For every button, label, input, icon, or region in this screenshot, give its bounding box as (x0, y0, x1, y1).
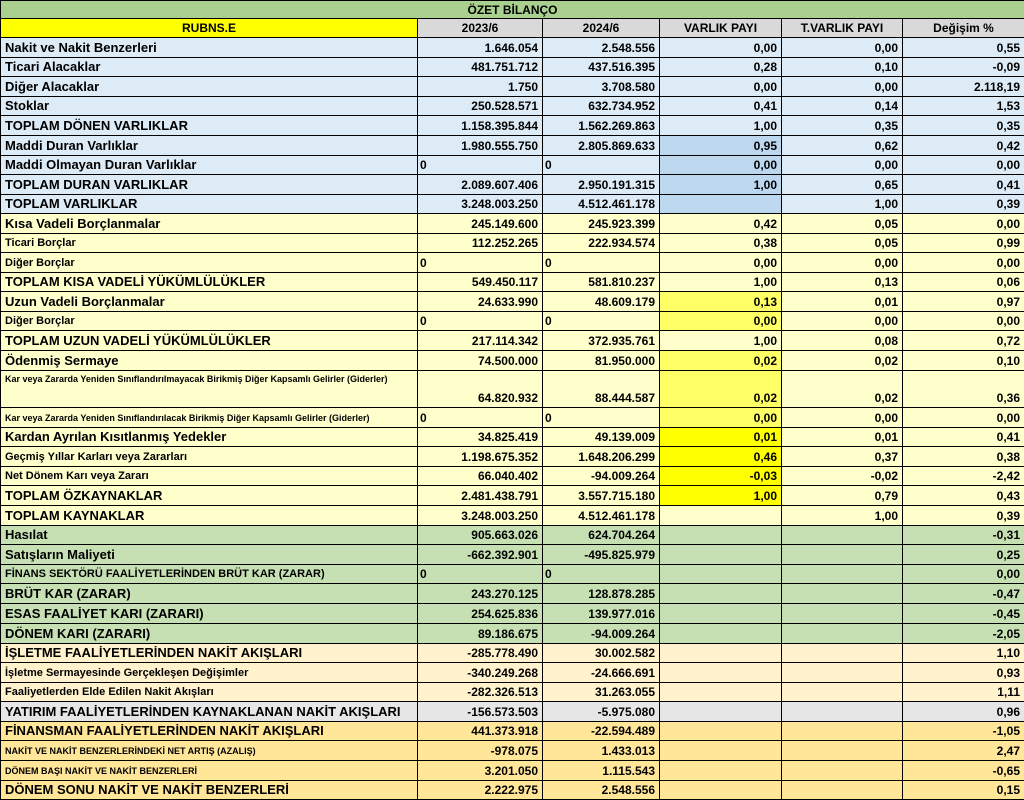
degisim-cell: 0,41 (903, 175, 1024, 195)
degisim-cell: 0,00 (903, 156, 1024, 175)
value-2023: 1.646.054 (418, 38, 543, 58)
value-2024: 222.934.574 (543, 234, 660, 253)
row-label: TOPLAM ÖZKAYNAKLAR (1, 486, 418, 506)
t-varlik-payi-cell: 0,00 (782, 77, 903, 97)
sheet-title: ÖZET BİLANÇO (1, 1, 1024, 19)
value-2023: -662.392.901 (418, 545, 543, 565)
value-2024: 3.708.580 (543, 77, 660, 97)
degisim-cell: 0,00 (903, 312, 1024, 331)
varlik-payi-cell: 0,38 (660, 234, 782, 253)
varlik-payi-cell (660, 195, 782, 214)
varlik-payi-cell: 0,00 (660, 408, 782, 428)
table-row (1, 312, 1024, 331)
t-varlik-payi-cell: 0,13 (782, 273, 903, 292)
table-row (1, 624, 1024, 644)
varlik-payi-cell (660, 741, 782, 761)
value-2023: 250.528.571 (418, 97, 543, 116)
varlik-payi-cell: 1,00 (660, 273, 782, 292)
row-label: İŞLETME FAALİYETLERİNDEN NAKİT AKIŞLARI (1, 644, 418, 663)
t-varlik-payi-cell (782, 604, 903, 624)
t-varlik-payi-cell: 0,37 (782, 447, 903, 467)
table-row (1, 136, 1024, 156)
varlik-payi-cell: 0,95 (660, 136, 782, 156)
value-2024: -94.009.264 (543, 624, 660, 644)
varlik-payi-cell (660, 565, 782, 584)
table-row (1, 722, 1024, 741)
row-label: DÖNEM SONU NAKİT VE NAKİT BENZERLERİ (1, 781, 418, 800)
row-label: Diğer Alacaklar (1, 77, 418, 97)
value-2024: 88.444.587 (543, 371, 660, 408)
degisim-cell: -0,31 (903, 526, 1024, 545)
value-2023: 481.751.712 (418, 58, 543, 77)
value-2023: 3.248.003.250 (418, 195, 543, 214)
degisim-cell: 2,47 (903, 741, 1024, 761)
value-2023: 217.114.342 (418, 331, 543, 351)
t-varlik-payi-cell: 0,35 (782, 116, 903, 136)
value-2023: -340.249.268 (418, 663, 543, 683)
row-label: Faaliyetlerden Elde Edilen Nakit Akışları (1, 683, 418, 702)
table-row (1, 584, 1024, 604)
varlik-payi-cell (660, 644, 782, 663)
varlik-payi-cell (660, 761, 782, 781)
value-2024: 2.950.191.315 (543, 175, 660, 195)
value-2023: 64.820.932 (418, 371, 543, 408)
varlik-payi-cell (660, 526, 782, 545)
degisim-cell: 0,15 (903, 781, 1024, 800)
t-varlik-payi-cell: 0,00 (782, 156, 903, 175)
table-row (1, 506, 1024, 526)
t-varlik-payi-cell (782, 722, 903, 741)
value-2024: 1.433.013 (543, 741, 660, 761)
varlik-payi-cell: 1,00 (660, 175, 782, 195)
value-2023: 441.373.918 (418, 722, 543, 741)
varlik-payi-cell: 0,41 (660, 97, 782, 116)
value-2023: 3.201.050 (418, 761, 543, 781)
t-varlik-payi-cell: 0,14 (782, 97, 903, 116)
varlik-payi-header: VARLIK PAYI (660, 19, 782, 38)
t-varlik-payi-cell: 0,00 (782, 253, 903, 273)
value-2024: 0 (543, 253, 660, 273)
value-2024: 0 (543, 565, 660, 584)
value-2023: 34.825.419 (418, 428, 543, 447)
value-2023: -285.778.490 (418, 644, 543, 663)
row-label: FİNANSMAN FAALİYETLERİNDEN NAKİT AKIŞLARI (1, 722, 418, 741)
table-row (1, 234, 1024, 253)
value-2024: -495.825.979 (543, 545, 660, 565)
degisim-header: Değişim % (903, 19, 1024, 38)
value-2024: -22.594.489 (543, 722, 660, 741)
varlik-payi-cell (660, 702, 782, 722)
value-2024: -24.666.691 (543, 663, 660, 683)
table-row (1, 526, 1024, 545)
t-varlik-payi-cell: 0,00 (782, 408, 903, 428)
value-2023: 66.040.402 (418, 467, 543, 486)
table-row (1, 38, 1024, 58)
header-row (1, 19, 1024, 38)
table-row (1, 195, 1024, 214)
value-2024: 4.512.461.178 (543, 195, 660, 214)
degisim-cell: 0,93 (903, 663, 1024, 683)
row-label: Satışların Maliyeti (1, 545, 418, 565)
table-row (1, 97, 1024, 116)
row-label: NAKİT VE NAKİT BENZERLERİNDEKİ NET ARTIŞ (AZALIŞ) (1, 741, 418, 761)
value-2023: 549.450.117 (418, 273, 543, 292)
varlik-payi-cell: 0,00 (660, 312, 782, 331)
degisim-cell: -2,42 (903, 467, 1024, 486)
year-2023-header: 2023/6 (418, 19, 543, 38)
row-label: Diğer Borçlar (1, 253, 418, 273)
table-row (1, 273, 1024, 292)
table-row (1, 156, 1024, 175)
value-2024: 3.557.715.180 (543, 486, 660, 506)
value-2023: 0 (418, 312, 543, 331)
value-2023: -978.075 (418, 741, 543, 761)
value-2024: 372.935.761 (543, 331, 660, 351)
varlik-payi-cell: 1,00 (660, 116, 782, 136)
varlik-payi-cell (660, 545, 782, 565)
varlik-payi-cell (660, 722, 782, 741)
value-2023: 2.089.607.406 (418, 175, 543, 195)
degisim-cell: 0,96 (903, 702, 1024, 722)
degisim-cell: 0,99 (903, 234, 1024, 253)
value-2023: 3.248.003.250 (418, 506, 543, 526)
row-label: Kısa Vadeli Borçlanmalar (1, 214, 418, 234)
table-row (1, 428, 1024, 447)
year-2024-header: 2024/6 (543, 19, 660, 38)
t-varlik-payi-cell (782, 683, 903, 702)
value-2024: 1.562.269.863 (543, 116, 660, 136)
t-varlik-payi-cell: 1,00 (782, 195, 903, 214)
row-label: DÖNEM KARI (ZARARI) (1, 624, 418, 644)
value-2024: 1.648.206.299 (543, 447, 660, 467)
degisim-cell: 0,25 (903, 545, 1024, 565)
value-2024: 2.548.556 (543, 38, 660, 58)
degisim-cell: 0,43 (903, 486, 1024, 506)
table-row (1, 214, 1024, 234)
row-label: YATIRIM FAALİYETLERİNDEN KAYNAKLANAN NAKİT AKIŞLARI (1, 702, 418, 722)
varlik-payi-cell: 0,13 (660, 292, 782, 312)
row-label: ESAS FAALİYET KARI (ZARARI) (1, 604, 418, 624)
value-2024: 632.734.952 (543, 97, 660, 116)
row-label: Hasılat (1, 526, 418, 545)
table-row (1, 761, 1024, 781)
row-label: TOPLAM VARLIKLAR (1, 195, 418, 214)
value-2024: 1.115.543 (543, 761, 660, 781)
value-2023: 1.198.675.352 (418, 447, 543, 467)
varlik-payi-cell (660, 506, 782, 526)
degisim-cell: 0,35 (903, 116, 1024, 136)
row-label: Diğer Borçlar (1, 312, 418, 331)
t-varlik-payi-cell: 0,05 (782, 214, 903, 234)
table-row (1, 351, 1024, 371)
value-2023: 243.270.125 (418, 584, 543, 604)
table-row (1, 175, 1024, 195)
varlik-payi-cell: 0,01 (660, 428, 782, 447)
table-row (1, 77, 1024, 97)
table-row (1, 116, 1024, 136)
varlik-payi-cell (660, 624, 782, 644)
value-2024: 581.810.237 (543, 273, 660, 292)
t-varlik-payi-cell (782, 526, 903, 545)
varlik-payi-cell (660, 781, 782, 800)
value-2023: 0 (418, 156, 543, 175)
table-row (1, 644, 1024, 663)
varlik-payi-cell: 0,42 (660, 214, 782, 234)
t-varlik-payi-cell (782, 663, 903, 683)
row-label: TOPLAM KISA VADELİ YÜKÜMLÜLÜKLER (1, 273, 418, 292)
t-varlik-payi-cell: 0,00 (782, 38, 903, 58)
varlik-payi-cell: 0,00 (660, 253, 782, 273)
row-label: FİNANS SEKTÖRÜ FAALİYETLERİNDEN BRÜT KAR (ZARAR) (1, 565, 418, 584)
t-varlik-payi-cell (782, 741, 903, 761)
varlik-payi-cell: 0,28 (660, 58, 782, 77)
value-2023: 0 (418, 565, 543, 584)
table-row (1, 371, 1024, 408)
t-varlik-payi-cell (782, 565, 903, 584)
row-label: Nakit ve Nakit Benzerleri (1, 38, 418, 58)
row-label: Uzun Vadeli Borçlanmalar (1, 292, 418, 312)
degisim-cell: 0,55 (903, 38, 1024, 58)
t-varlik-payi-cell: 0,02 (782, 351, 903, 371)
value-2023: -282.326.513 (418, 683, 543, 702)
degisim-cell: 0,00 (903, 408, 1024, 428)
row-label: Geçmiş Yıllar Karları veya Zararları (1, 447, 418, 467)
row-label: İşletme Sermayesinde Gerçekleşen Değişimler (1, 663, 418, 683)
value-2024: 30.002.582 (543, 644, 660, 663)
degisim-cell: -0,47 (903, 584, 1024, 604)
table-row (1, 741, 1024, 761)
value-2023: 245.149.600 (418, 214, 543, 234)
t-varlik-payi-cell (782, 545, 903, 565)
value-2024: -94.009.264 (543, 467, 660, 486)
value-2024: 624.704.264 (543, 526, 660, 545)
value-2024: -5.975.080 (543, 702, 660, 722)
value-2024: 48.609.179 (543, 292, 660, 312)
t-varlik-payi-cell: 0,00 (782, 312, 903, 331)
degisim-cell: 0,38 (903, 447, 1024, 467)
t-varlik-payi-cell (782, 781, 903, 800)
row-label: DÖNEM BAŞI NAKİT VE NAKİT BENZERLERİ (1, 761, 418, 781)
degisim-cell: 0,00 (903, 253, 1024, 273)
t-varlik-payi-cell: 0,01 (782, 428, 903, 447)
value-2023: 1.158.395.844 (418, 116, 543, 136)
value-2023: 254.625.836 (418, 604, 543, 624)
degisim-cell: 0,72 (903, 331, 1024, 351)
t-varlik-payi-cell: 0,08 (782, 331, 903, 351)
varlik-payi-cell (660, 604, 782, 624)
varlik-payi-cell: 1,00 (660, 486, 782, 506)
degisim-cell: 1,53 (903, 97, 1024, 116)
row-label: Kardan Ayrılan Kısıtlanmış Yedekler (1, 428, 418, 447)
table-row (1, 545, 1024, 565)
value-2023: 112.252.265 (418, 234, 543, 253)
row-label: TOPLAM KAYNAKLAR (1, 506, 418, 526)
degisim-cell: 0,00 (903, 214, 1024, 234)
table-row (1, 604, 1024, 624)
degisim-cell: 0,36 (903, 371, 1024, 408)
row-label: Maddi Olmayan Duran Varlıklar (1, 156, 418, 175)
ticker-header: RUBNS.E (1, 19, 418, 38)
row-label: TOPLAM DÖNEN VARLIKLAR (1, 116, 418, 136)
value-2024: 0 (543, 312, 660, 331)
varlik-payi-cell: 0,02 (660, 351, 782, 371)
value-2023: 89.186.675 (418, 624, 543, 644)
t-varlik-payi-cell (782, 644, 903, 663)
row-label: TOPLAM UZUN VADELİ YÜKÜMLÜLÜKLER (1, 331, 418, 351)
value-2024: 0 (543, 408, 660, 428)
degisim-cell: 0,10 (903, 351, 1024, 371)
degisim-cell: 0,06 (903, 273, 1024, 292)
value-2024: 139.977.016 (543, 604, 660, 624)
degisim-cell: 0,39 (903, 506, 1024, 526)
table-row (1, 781, 1024, 800)
value-2023: 24.633.990 (418, 292, 543, 312)
row-label: Ticari Borçlar (1, 234, 418, 253)
table-row (1, 663, 1024, 683)
table-row (1, 467, 1024, 486)
row-label: Kar veya Zararda Yeniden Sınıflandırılacak Birikmiş Diğer Kapsamlı Gelirler (Giderler) (1, 408, 418, 428)
value-2024: 2.805.869.633 (543, 136, 660, 156)
varlik-payi-cell (660, 683, 782, 702)
row-label: Net Dönem Karı veya Zararı (1, 467, 418, 486)
row-label: Stoklar (1, 97, 418, 116)
value-2023: 2.222.975 (418, 781, 543, 800)
t-varlik-payi-cell (782, 624, 903, 644)
row-label: TOPLAM DURAN VARLIKLAR (1, 175, 418, 195)
t-varlik-payi-cell (782, 584, 903, 604)
value-2023: 2.481.438.791 (418, 486, 543, 506)
degisim-cell: 0,42 (903, 136, 1024, 156)
value-2024: 2.548.556 (543, 781, 660, 800)
table-row (1, 58, 1024, 77)
value-2024: 49.139.009 (543, 428, 660, 447)
varlik-payi-cell: 0,00 (660, 156, 782, 175)
degisim-cell: 1,10 (903, 644, 1024, 663)
value-2024: 437.516.395 (543, 58, 660, 77)
value-2024: 0 (543, 156, 660, 175)
t-varlik-payi-cell: 0,65 (782, 175, 903, 195)
value-2023: 905.663.026 (418, 526, 543, 545)
value-2023: 0 (418, 408, 543, 428)
row-label: Maddi Duran Varlıklar (1, 136, 418, 156)
degisim-cell: -0,65 (903, 761, 1024, 781)
table-row (1, 253, 1024, 273)
value-2023: 1.980.555.750 (418, 136, 543, 156)
degisim-cell: -0,09 (903, 58, 1024, 77)
t-varlik-payi-cell (782, 761, 903, 781)
t-varlik-payi-cell: 0,05 (782, 234, 903, 253)
degisim-cell: -2,05 (903, 624, 1024, 644)
row-label: Kar veya Zararda Yeniden Sınıflandırılmayacak Birikmiş Diğer Kapsamlı Gelirler (Giderler) (1, 371, 418, 408)
t-varlik-payi-cell: 0,10 (782, 58, 903, 77)
varlik-payi-cell: 0,02 (660, 371, 782, 408)
t-varlik-payi-cell: 0,01 (782, 292, 903, 312)
row-label: BRÜT KAR (ZARAR) (1, 584, 418, 604)
degisim-cell: 2.118,19 (903, 77, 1024, 97)
value-2024: 128.878.285 (543, 584, 660, 604)
table-row (1, 292, 1024, 312)
t-varlik-payi-header: T.VARLIK PAYI (782, 19, 903, 38)
value-2024: 81.950.000 (543, 351, 660, 371)
degisim-cell: -1,05 (903, 722, 1024, 741)
varlik-payi-cell: -0,03 (660, 467, 782, 486)
value-2024: 245.923.399 (543, 214, 660, 234)
t-varlik-payi-cell: 0,62 (782, 136, 903, 156)
value-2023: 74.500.000 (418, 351, 543, 371)
table-row (1, 408, 1024, 428)
table-row (1, 486, 1024, 506)
t-varlik-payi-cell: 0,02 (782, 371, 903, 408)
value-2024: 4.512.461.178 (543, 506, 660, 526)
value-2023: 0 (418, 253, 543, 273)
value-2023: -156.573.503 (418, 702, 543, 722)
row-label: Ödenmiş Sermaye (1, 351, 418, 371)
degisim-cell: -0,45 (903, 604, 1024, 624)
degisim-cell: 0,39 (903, 195, 1024, 214)
value-2023: 1.750 (418, 77, 543, 97)
degisim-cell: 0,41 (903, 428, 1024, 447)
degisim-cell: 0,00 (903, 565, 1024, 584)
table-row (1, 331, 1024, 351)
degisim-cell: 0,97 (903, 292, 1024, 312)
varlik-payi-cell: 0,46 (660, 447, 782, 467)
varlik-payi-cell (660, 584, 782, 604)
table-row (1, 702, 1024, 722)
table-row (1, 565, 1024, 584)
t-varlik-payi-cell: -0,02 (782, 467, 903, 486)
table-row (1, 683, 1024, 702)
varlik-payi-cell: 0,00 (660, 77, 782, 97)
varlik-payi-cell: 0,00 (660, 38, 782, 58)
t-varlik-payi-cell (782, 702, 903, 722)
varlik-payi-cell (660, 663, 782, 683)
t-varlik-payi-cell: 0,79 (782, 486, 903, 506)
value-2024: 31.263.055 (543, 683, 660, 702)
varlik-payi-cell: 1,00 (660, 331, 782, 351)
degisim-cell: 1,11 (903, 683, 1024, 702)
row-label: Ticari Alacaklar (1, 58, 418, 77)
t-varlik-payi-cell: 1,00 (782, 506, 903, 526)
table-row (1, 447, 1024, 467)
title-row (1, 1, 1024, 19)
